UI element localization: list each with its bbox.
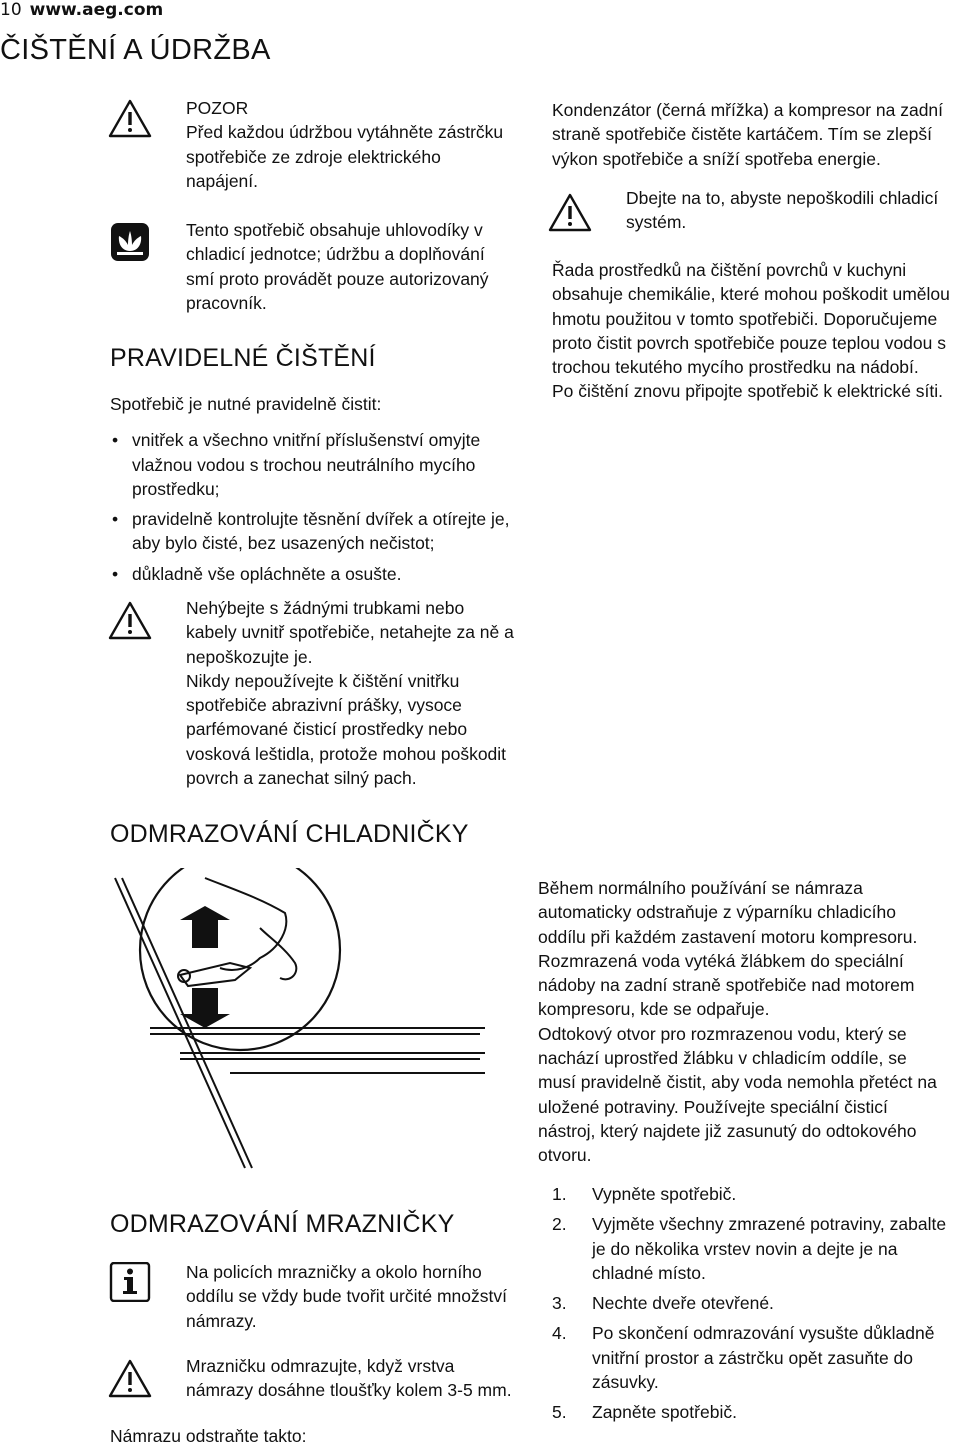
environment-icon <box>108 222 152 262</box>
list-item <box>552 1182 956 1206</box>
environment-note <box>186 218 516 315</box>
freezer-warning <box>186 1354 516 1403</box>
fridge-defrost-text <box>538 876 942 1168</box>
cooling-system-warning-text: Dbejte na to, abyste nepoškodili chladicí systém. <box>626 188 939 233</box>
step-number: 5. <box>552 1402 567 1423</box>
cleaning-bullet-list <box>110 428 520 586</box>
step-text: Nechte dveře otevřené. <box>592 1293 774 1314</box>
freezer-warning-text: Mrazničku odmrazujte, když vrstva námrazy dosáhne tloušťky kolem 3-5 mm. <box>186 1356 512 1401</box>
warning-icon <box>548 192 592 232</box>
finger-outline <box>260 928 296 979</box>
warning-icon <box>108 1358 152 1398</box>
regular-cleaning-body <box>110 392 520 592</box>
page-header <box>0 0 163 20</box>
step-text: Vypněte spotřebič. <box>592 1184 737 1204</box>
step-text: Vyjměte všechny zmrazené potraviny, zabalte je do několika vrstev novin a dejte je na chladné místo. <box>592 1214 947 1283</box>
step-number: 2. <box>552 1214 567 1235</box>
freezer-lead: Námrazu odstraňte takto: <box>110 1426 307 1446</box>
caution-block <box>186 96 516 193</box>
list-item <box>552 1291 956 1315</box>
cleaning-warning-block <box>186 596 516 790</box>
fridge-defrost-text-2: Odtokový otvor pro rozmrazenou vodu, který se nachází uprostřed žlábku v chladicím oddíle, se musí pravidelně čistit, aby voda nemohla přetéct na uložené potraviny. Používejte speciální čisticí nástroj, který najdete již zasunutý do odtokového otvoru. <box>538 1023 937 1166</box>
detail-circle <box>140 868 340 1050</box>
page-number: 10 <box>0 0 22 20</box>
page-title: ČIŠTĚNÍ A ÚDRŽBA <box>0 34 271 66</box>
condenser-text <box>552 98 954 171</box>
step-number: 3. <box>552 1293 567 1314</box>
condenser-paragraph: Kondenzátor (černá mřížka) a kompresor na zadní straně spotřebiče čistěte kartáčem. Tím se zlepší výkon spotřebiče a sníží spotřeba energie. <box>552 100 944 169</box>
step-number: 1. <box>552 1184 567 1204</box>
header-url[interactable]: www.aeg.com <box>29 0 164 20</box>
section-title-freezer-defrost: ODMRAZOVÁNÍ MRAZNIČKY <box>110 1210 455 1238</box>
fridge-defrost-text-1: Během normálního používání se námraza automaticky odstraňuje z výparníku chladicího oddílu při každém zastavení motoru kompresoru. Rozmrazená voda vytéká žlábkem do speciální nádoby na zadní straně spotřebiče nad motorem kompresoru, kde se odpařuje. <box>538 878 918 1020</box>
section-title-fridge-defrost: ODMRAZOVÁNÍ CHLADNIČKY <box>110 820 469 848</box>
section-title-regular-cleaning: PRAVIDELNÉ ČIŠTĚNÍ <box>110 344 376 372</box>
warning-icon <box>108 98 152 138</box>
freezer-info-note <box>186 1260 516 1333</box>
cooling-system-warning <box>626 186 956 235</box>
wall-edge <box>115 878 245 1168</box>
list-item: • důkladně vše opláchněte a osušte. <box>110 562 520 586</box>
rotate-arrows-icon <box>180 906 230 1028</box>
info-icon <box>108 1262 152 1302</box>
warning-icon <box>108 600 152 640</box>
caution-label: POZOR <box>186 98 249 118</box>
environment-note-text: Tento spotřebič obsahuje uhlovodíky v chladicí jednotce; údržbu a doplňování smí proto provádět pouze autorizovaný pracovník. <box>186 220 489 313</box>
list-item <box>552 1212 956 1285</box>
defrost-steps <box>552 1182 956 1431</box>
list-item: • vnitřek a všechno vnitřní příslušenství omyjte vlažnou vodou s trochou neutrálního mycího prostředku; <box>110 428 520 501</box>
list-item <box>552 1400 956 1424</box>
defrost-illustration <box>110 868 510 1173</box>
reconnect-text: Po čištění znovu připojte spotřebič k elektrické síti. <box>552 381 944 402</box>
wall-edge <box>122 878 252 1168</box>
caution-text: Před každou údržbou vytáhněte zástrčku spotřebiče ze zdroje elektrického napájení. <box>186 122 504 191</box>
list-item <box>552 1321 956 1394</box>
cleaning-warning-2: Nikdy nepoužívejte k čištění vnitřku spotřebiče abrazivní prášky, vysoce parfémované čisticí prostředky nebo vosková leštidla, protože mohou poškodit povrch a zanechat silný pach. <box>186 670 507 789</box>
step-text: Po skončení odmrazování vysušte důkladně vnitřní prostor a zástrčku opět zasuňte do zásuvky. <box>592 1323 935 1393</box>
regular-cleaning-intro: Spotřebič je nutné pravidelně čistit: <box>110 394 382 414</box>
freezer-info-text: Na policích mrazničky a okolo horního oddílu se vždy bude tvořit určité množství námrazy. <box>186 1262 507 1331</box>
step-number: 4. <box>552 1323 567 1344</box>
list-item: • pravidelně kontrolujte těsnění dvířek a otírejte je, aby bylo čisté, bez usazených nečistot; <box>110 507 520 556</box>
chemicals-block <box>552 258 954 404</box>
chemicals-text: Řada prostředků na čištění povrchů v kuchyni obsahuje chemikálie, které mohou poškodit umělou hmotu použitou v tomto spotřebiči. Doporučujeme proto čistit povrch spotřebiče pouze teplou vodou s trochou tekutého mycího prostředku na nádobí. <box>552 260 950 378</box>
cleaning-warning-1: Nehýbejte s žádnými trubkami nebo kabely uvnitř spotřebiče, netahejte za ně a nepoškozujte je. <box>186 598 514 667</box>
step-text: Zapněte spotřebič. <box>592 1402 737 1423</box>
